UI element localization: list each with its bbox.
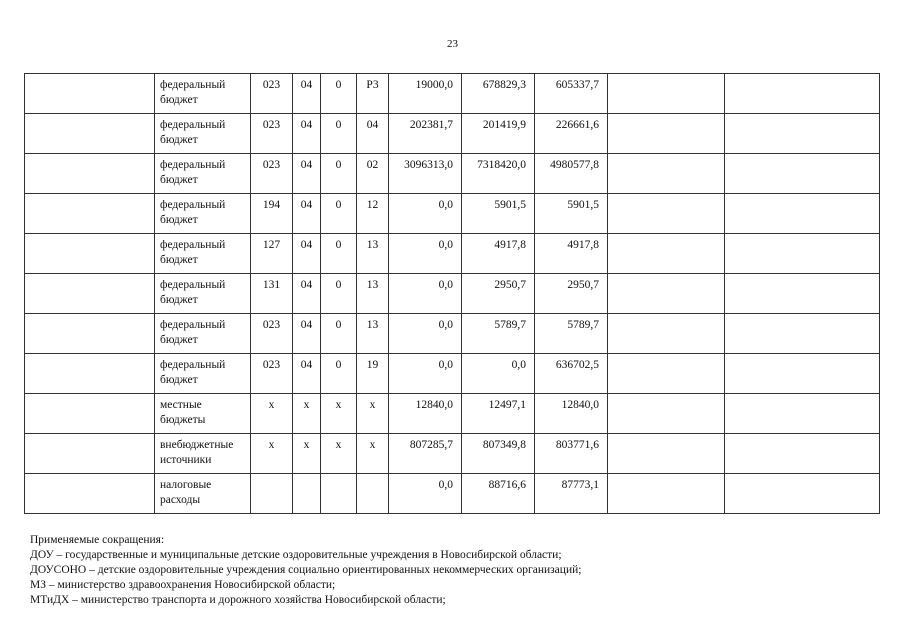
- table-row: [25, 274, 880, 314]
- source-cell: федеральный бюджет: [155, 274, 251, 314]
- amount-cell-3: 12840,0: [535, 394, 608, 434]
- pr-cell: 0: [321, 314, 357, 354]
- amount-cell-3: 226661,6: [535, 114, 608, 154]
- source-cell: налоговые расходы: [155, 474, 251, 514]
- amount-cell-2: 0,0: [462, 354, 535, 394]
- amount-cell-3: 4917,8: [535, 234, 608, 274]
- table-row: [25, 474, 880, 514]
- amount-cell-2: 4917,8: [462, 234, 535, 274]
- empty-cell: [725, 234, 880, 274]
- amount-cell-3: 5789,7: [535, 314, 608, 354]
- amount-cell-3: 5901,5: [535, 194, 608, 234]
- grbs-cell: 023: [251, 154, 293, 194]
- empty-cell: [25, 194, 155, 234]
- grbs-cell: 131: [251, 274, 293, 314]
- amount-cell-2: 201419,9: [462, 114, 535, 154]
- csr-cell: 02: [357, 154, 389, 194]
- empty-cell: [725, 314, 880, 354]
- csr-cell: 04: [357, 114, 389, 154]
- amount-cell-3: 4980577,8: [535, 154, 608, 194]
- amount-cell-1: 12840,0: [389, 394, 462, 434]
- pr-cell: 0: [321, 194, 357, 234]
- pr-cell: 0: [321, 354, 357, 394]
- empty-cell: [608, 394, 725, 434]
- amount-cell-1: 0,0: [389, 354, 462, 394]
- empty-cell: [25, 394, 155, 434]
- table-row: [25, 394, 880, 434]
- amount-cell-1: 0,0: [389, 314, 462, 354]
- pr-cell: 0: [321, 154, 357, 194]
- source-cell: федеральный бюджет: [155, 314, 251, 354]
- empty-cell: [725, 114, 880, 154]
- amount-cell-2: 12497,1: [462, 394, 535, 434]
- notes-line: МТиДХ – министерство транспорта и дорожного хозяйства Новосибирской области;: [30, 594, 446, 606]
- grbs-cell: 023: [251, 314, 293, 354]
- csr-cell: х: [357, 434, 389, 474]
- pr-cell: 0: [321, 274, 357, 314]
- empty-cell: [608, 234, 725, 274]
- empty-cell: [725, 194, 880, 234]
- table-row: [25, 114, 880, 154]
- amount-cell-2: 5901,5: [462, 194, 535, 234]
- amount-cell-3: 2950,7: [535, 274, 608, 314]
- rz-cell: 04: [293, 154, 321, 194]
- csr-cell: 13: [357, 274, 389, 314]
- empty-cell: [608, 314, 725, 354]
- amount-cell-1: 3096313,0: [389, 154, 462, 194]
- empty-cell: [25, 474, 155, 514]
- amount-cell-1: 0,0: [389, 274, 462, 314]
- empty-cell: [608, 154, 725, 194]
- pr-cell: х: [321, 434, 357, 474]
- table-row: [25, 234, 880, 274]
- notes-line: МЗ – министерство здравоохранения Новосибирской области;: [30, 579, 336, 591]
- source-cell: федеральный бюджет: [155, 114, 251, 154]
- budget-table: [24, 73, 880, 514]
- empty-cell: [608, 114, 725, 154]
- amount-cell-1: 0,0: [389, 474, 462, 514]
- empty-cell: [608, 354, 725, 394]
- amount-cell-1: 0,0: [389, 234, 462, 274]
- empty-cell: [25, 274, 155, 314]
- pr-cell: [321, 474, 357, 514]
- amount-cell-1: 202381,7: [389, 114, 462, 154]
- empty-cell: [25, 314, 155, 354]
- table-row: [25, 434, 880, 474]
- csr-cell: 13: [357, 234, 389, 274]
- grbs-cell: 023: [251, 74, 293, 114]
- amount-cell-2: 7318420,0: [462, 154, 535, 194]
- grbs-cell: 023: [251, 114, 293, 154]
- empty-cell: [25, 434, 155, 474]
- csr-cell: х: [357, 394, 389, 434]
- amount-cell-1: 19000,0: [389, 74, 462, 114]
- empty-cell: [608, 434, 725, 474]
- notes-line: ДОУ – государственные и муниципальные детские оздоровительные учреждения в Новосибирской области;: [30, 549, 562, 561]
- empty-cell: [25, 114, 155, 154]
- grbs-cell: 023: [251, 354, 293, 394]
- empty-cell: [725, 154, 880, 194]
- amount-cell-2: 88716,6: [462, 474, 535, 514]
- rz-cell: 04: [293, 354, 321, 394]
- source-cell: федеральный бюджет: [155, 354, 251, 394]
- empty-cell: [25, 154, 155, 194]
- amount-cell-2: 2950,7: [462, 274, 535, 314]
- grbs-cell: х: [251, 434, 293, 474]
- empty-cell: [725, 354, 880, 394]
- grbs-cell: 194: [251, 194, 293, 234]
- rz-cell: х: [293, 394, 321, 434]
- empty-cell: [725, 394, 880, 434]
- empty-cell: [25, 234, 155, 274]
- grbs-cell: 127: [251, 234, 293, 274]
- amount-cell-3: 605337,7: [535, 74, 608, 114]
- rz-cell: 04: [293, 314, 321, 354]
- csr-cell: 19: [357, 354, 389, 394]
- notes-heading: Применяемые сокращения:: [30, 534, 165, 546]
- empty-cell: [608, 474, 725, 514]
- empty-cell: [725, 74, 880, 114]
- rz-cell: 04: [293, 194, 321, 234]
- rz-cell: х: [293, 434, 321, 474]
- notes-line: ДОУСОНО – детские оздоровительные учреждения социально ориентированных некоммерческих организаций;: [30, 564, 582, 576]
- grbs-cell: х: [251, 394, 293, 434]
- amount-cell-1: 807285,7: [389, 434, 462, 474]
- rz-cell: 04: [293, 74, 321, 114]
- table-body: [25, 74, 880, 514]
- empty-cell: [608, 194, 725, 234]
- table-row: [25, 354, 880, 394]
- rz-cell: 04: [293, 114, 321, 154]
- amount-cell-3: 803771,6: [535, 434, 608, 474]
- csr-cell: 13: [357, 314, 389, 354]
- abbreviations-notes: [30, 533, 581, 608]
- empty-cell: [25, 74, 155, 114]
- amount-cell-2: 807349,8: [462, 434, 535, 474]
- source-cell: федеральный бюджет: [155, 194, 251, 234]
- pr-cell: 0: [321, 74, 357, 114]
- csr-cell: Р3: [357, 74, 389, 114]
- amount-cell-1: 0,0: [389, 194, 462, 234]
- empty-cell: [725, 434, 880, 474]
- table-row: [25, 194, 880, 234]
- amount-cell-3: 636702,5: [535, 354, 608, 394]
- source-cell: внебюджетные источники: [155, 434, 251, 474]
- empty-cell: [608, 74, 725, 114]
- empty-cell: [608, 274, 725, 314]
- table-row: [25, 154, 880, 194]
- empty-cell: [725, 474, 880, 514]
- table-row: [25, 314, 880, 354]
- csr-cell: 12: [357, 194, 389, 234]
- table-row: [25, 74, 880, 114]
- rz-cell: [293, 474, 321, 514]
- source-cell: федеральный бюджет: [155, 154, 251, 194]
- pr-cell: 0: [321, 234, 357, 274]
- amount-cell-2: 5789,7: [462, 314, 535, 354]
- empty-cell: [25, 354, 155, 394]
- page-number: 23: [447, 38, 458, 50]
- empty-cell: [725, 274, 880, 314]
- source-cell: федеральный бюджет: [155, 74, 251, 114]
- amount-cell-3: 87773,1: [535, 474, 608, 514]
- rz-cell: 04: [293, 234, 321, 274]
- amount-cell-2: 678829,3: [462, 74, 535, 114]
- csr-cell: [357, 474, 389, 514]
- pr-cell: х: [321, 394, 357, 434]
- grbs-cell: [251, 474, 293, 514]
- pr-cell: 0: [321, 114, 357, 154]
- source-cell: федеральный бюджет: [155, 234, 251, 274]
- source-cell: местные бюджеты: [155, 394, 251, 434]
- rz-cell: 04: [293, 274, 321, 314]
